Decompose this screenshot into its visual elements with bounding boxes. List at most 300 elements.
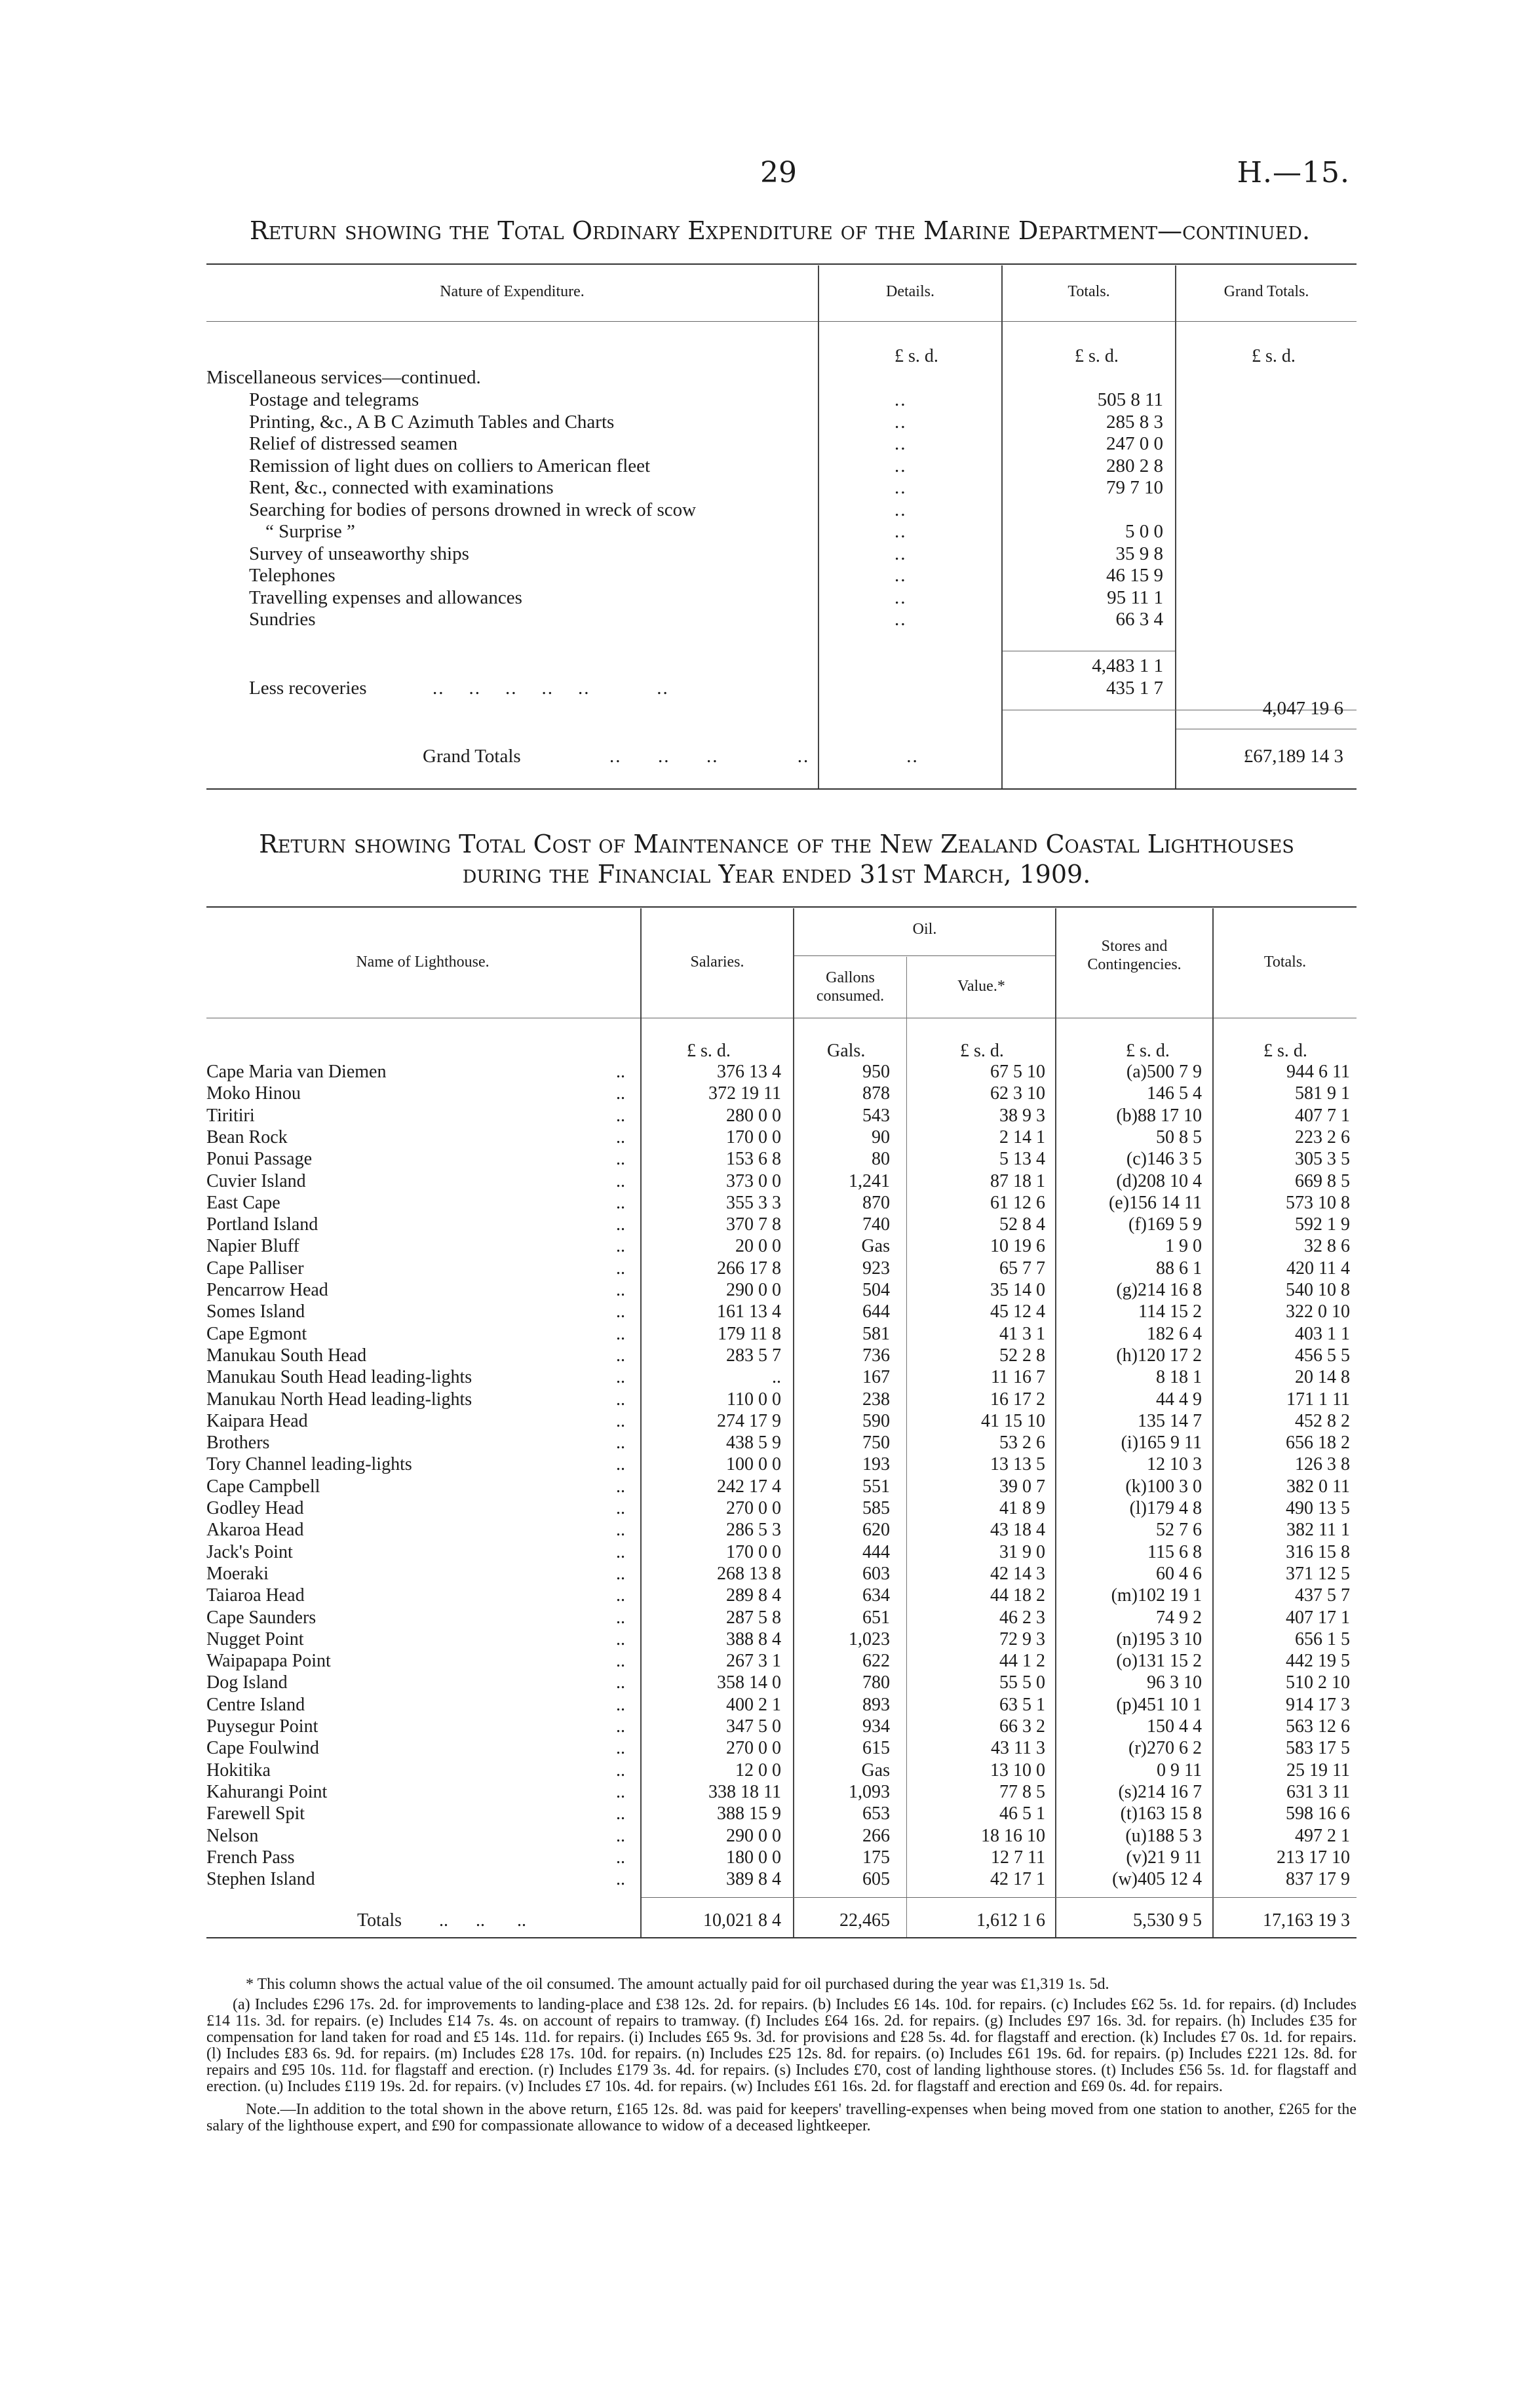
lighthouse-row xyxy=(0,1826,1540,1847)
value-cell: 61 12 6 xyxy=(990,1192,1045,1213)
dot-leader: .. xyxy=(616,1062,625,1082)
dot-leader: .. xyxy=(895,587,907,608)
value-cell: 41 3 1 xyxy=(999,1323,1045,1344)
row-label: Sundries xyxy=(249,609,316,630)
stores-cell: 1 9 0 xyxy=(1165,1236,1202,1257)
value-cell: 31 9 0 xyxy=(999,1541,1045,1562)
lighthouse-row xyxy=(0,1083,1540,1105)
value-cell: 5 13 4 xyxy=(999,1149,1045,1170)
lighthouse-row xyxy=(0,1411,1540,1433)
dot-leader: .. xyxy=(616,1563,625,1584)
lighthouse-row xyxy=(0,1542,1540,1564)
gallons-cell: Gas xyxy=(861,1760,890,1781)
total-cell: 171 1 11 xyxy=(1286,1389,1350,1410)
value-cell: 43 18 4 xyxy=(990,1520,1045,1541)
stores-cell: (m)102 19 1 xyxy=(1111,1585,1202,1606)
total-cell: 563 12 6 xyxy=(1286,1716,1350,1737)
dot-leader: .. xyxy=(616,1498,625,1518)
lighthouse-row xyxy=(0,1258,1540,1280)
table1-row xyxy=(0,412,1540,434)
dot-leader: .. xyxy=(616,1716,625,1737)
salary-cell: 372 19 11 xyxy=(708,1083,781,1104)
stores-cell: 60 4 6 xyxy=(1156,1563,1202,1584)
salary-cell: 283 5 7 xyxy=(726,1345,781,1366)
table1-row xyxy=(0,565,1540,587)
grand-label: Grand Totals xyxy=(423,746,521,767)
dot-leader: .. xyxy=(616,1803,625,1824)
salary-cell: 347 5 0 xyxy=(726,1716,781,1737)
lighthouse-row xyxy=(0,1629,1540,1651)
value-cell: 16 17 2 xyxy=(990,1389,1045,1410)
value-cell: 41 15 10 xyxy=(981,1410,1045,1431)
table2-totals-rule xyxy=(642,1897,1357,1898)
lighthouse-row xyxy=(0,1171,1540,1193)
lighthouse-name: Stephen Island xyxy=(206,1869,315,1890)
row-label: Rent, &c., connected with examinations xyxy=(249,477,554,498)
stores-cell: (o)131 15 2 xyxy=(1116,1651,1202,1672)
value-cell: 18 16 10 xyxy=(981,1825,1045,1846)
table1-row xyxy=(0,455,1540,478)
table1-header-details: Details. xyxy=(886,283,934,300)
salary-cell: 110 0 0 xyxy=(727,1389,781,1410)
lighthouse-name: Cape Campbell xyxy=(206,1476,320,1497)
dot-leader: .. xyxy=(616,1105,625,1126)
total-cell: 223 2 6 xyxy=(1295,1126,1350,1147)
gallons-cell: 238 xyxy=(862,1389,890,1410)
stores-cell: (k)100 3 0 xyxy=(1125,1476,1202,1497)
stores-cell: (l)179 4 8 xyxy=(1129,1498,1202,1518)
total-cell: 407 7 1 xyxy=(1295,1105,1350,1126)
lighthouse-name: Akaroa Head xyxy=(206,1520,304,1541)
dot-leader: .. xyxy=(616,1410,625,1431)
value-cell: 42 14 3 xyxy=(990,1563,1045,1584)
dot-leader: .. xyxy=(616,1694,625,1715)
table1-subtotal-row xyxy=(0,655,1540,678)
salary-cell: 153 6 8 xyxy=(726,1149,781,1170)
value-cell: 13 13 5 xyxy=(990,1454,1045,1475)
table1-row xyxy=(0,433,1540,455)
value-cell: 11 16 7 xyxy=(991,1367,1045,1388)
salary-cell: 358 14 0 xyxy=(717,1672,781,1693)
salary-cell: 438 5 9 xyxy=(726,1433,781,1454)
gallons-cell: 653 xyxy=(862,1803,890,1824)
total-cell: 497 2 1 xyxy=(1295,1825,1350,1846)
stores-cell: 74 9 2 xyxy=(1156,1607,1202,1628)
dot-leader: .. xyxy=(616,1149,625,1170)
lighthouse-name: Cape Saunders xyxy=(206,1607,317,1628)
lighthouse-row xyxy=(0,1345,1540,1367)
row-total: 5 0 0 xyxy=(1125,521,1163,542)
total-cell: 581 9 1 xyxy=(1295,1083,1350,1104)
table1-details-lsd: £ s. d. xyxy=(895,346,938,366)
row-total: 79 7 10 xyxy=(1106,477,1163,498)
gallons-cell: 167 xyxy=(862,1367,890,1388)
dot-leader: .. xyxy=(616,1781,625,1802)
dot-leader: .. xyxy=(616,1628,625,1649)
salary-cell: 373 0 0 xyxy=(726,1170,781,1191)
total-cell: 583 17 5 xyxy=(1286,1738,1350,1759)
gallons-cell: 1,241 xyxy=(849,1170,890,1191)
dot-leader: .. xyxy=(616,1607,625,1628)
gallons-cell: 750 xyxy=(862,1433,890,1454)
lighthouse-name: Tory Channel leading-lights xyxy=(206,1454,412,1475)
salary-cell: 286 5 3 xyxy=(726,1520,781,1541)
dot-leader: .. xyxy=(616,1214,625,1235)
table2-title-line2: during the Financial Year ended 31st March, 1909. xyxy=(462,860,1091,889)
value-cell: 12 7 11 xyxy=(991,1847,1045,1868)
stores-cell: 88 6 1 xyxy=(1156,1258,1202,1279)
row-label: Survey of unseaworthy ships xyxy=(249,543,469,564)
total-cell: 437 5 7 xyxy=(1295,1585,1350,1606)
grand-value: £67,189 14 3 xyxy=(1243,746,1343,767)
salary-cell: .. xyxy=(772,1367,781,1388)
lighthouse-name: Portland Island xyxy=(206,1214,318,1235)
stores-cell: (t)163 15 8 xyxy=(1120,1803,1202,1824)
value-cell: 44 18 2 xyxy=(990,1585,1045,1606)
row-total: 285 8 3 xyxy=(1106,411,1163,433)
lighthouse-name: Kahurangi Point xyxy=(206,1781,328,1802)
salary-cell: 161 13 4 xyxy=(717,1301,781,1322)
value-cell: 38 9 3 xyxy=(999,1105,1045,1126)
salary-cell: 270 0 0 xyxy=(726,1738,781,1759)
table2-header-name: Name of Lighthouse. xyxy=(356,953,490,971)
total-cell: 25 19 11 xyxy=(1286,1760,1350,1781)
lighthouse-name: Moko Hinou xyxy=(206,1083,301,1104)
row-label: Telephones xyxy=(249,565,336,586)
total-cell: 656 1 5 xyxy=(1295,1628,1350,1649)
salary-cell: 290 0 0 xyxy=(726,1280,781,1300)
footnote-star: * This column shows the actual value of the oil consumed. The amount actually paid for oil purchased during the year was £1,319 1s. 5d. xyxy=(246,1976,1109,1993)
dot-leader: .. xyxy=(616,1323,625,1344)
stores-cell: (p)451 10 1 xyxy=(1116,1694,1202,1715)
lighthouse-row xyxy=(0,1716,1540,1738)
lighthouse-name: Cape Maria van Diemen xyxy=(206,1062,387,1082)
table2-title-line1: Return showing Total Cost of Maintenance of the New Zealand Coastal Lighthouses xyxy=(259,830,1294,858)
lighthouse-name: Cape Egmont xyxy=(206,1323,307,1344)
lighthouse-row xyxy=(0,1498,1540,1520)
gallons-cell: 622 xyxy=(862,1651,890,1672)
total-cell: 510 2 10 xyxy=(1286,1672,1350,1693)
stores-cell: (v)21 9 11 xyxy=(1126,1847,1202,1868)
table1-grand-row xyxy=(0,746,1540,768)
stores-cell: 115 6 8 xyxy=(1147,1541,1202,1562)
stores-cell: 182 6 4 xyxy=(1147,1323,1202,1344)
gallons-cell: 590 xyxy=(862,1410,890,1431)
total-cell: 382 0 11 xyxy=(1286,1476,1350,1497)
total-cell: 456 5 5 xyxy=(1295,1345,1350,1366)
lighthouse-name: Hokitika xyxy=(206,1760,271,1781)
table1-bottom-rule xyxy=(206,788,1357,790)
lighthouse-name: Cape Palliser xyxy=(206,1258,304,1279)
total-cell: 914 17 3 xyxy=(1286,1694,1350,1715)
stores-cell: (n)195 3 10 xyxy=(1116,1628,1202,1649)
lighthouse-row xyxy=(0,1106,1540,1127)
table2-header-salaries: Salaries. xyxy=(690,953,744,971)
lighthouse-name: French Pass xyxy=(206,1847,295,1868)
row-total: 35 9 8 xyxy=(1115,543,1163,564)
salary-cell: 179 11 8 xyxy=(718,1323,781,1344)
row-label: Postage and telegrams xyxy=(249,389,419,410)
lighthouse-name: Dog Island xyxy=(206,1672,288,1693)
dot-leader: .. xyxy=(616,1585,625,1606)
page-number: 29 xyxy=(760,156,797,189)
stores-cell: 50 8 5 xyxy=(1156,1126,1202,1147)
value-cell: 87 18 1 xyxy=(990,1170,1045,1191)
salary-cell: 170 0 0 xyxy=(726,1541,781,1562)
dot-leader: .. xyxy=(616,1389,625,1410)
gallons-cell: 80 xyxy=(872,1149,890,1170)
salary-cell: 355 3 3 xyxy=(726,1192,781,1213)
row-label: Remission of light dues on colliers to American fleet xyxy=(249,455,651,476)
row-label: Printing, &c., A B C Azimuth Tables and Charts xyxy=(249,411,615,433)
table2-header-gallons: Gallons consumed. xyxy=(816,969,885,1005)
table2-value-units: £ s. d. xyxy=(960,1041,1004,1061)
stores-cell: 135 14 7 xyxy=(1138,1410,1202,1431)
lighthouse-row xyxy=(0,1651,1540,1672)
lighthouse-name: Nelson xyxy=(206,1825,259,1846)
lighthouse-row xyxy=(0,1433,1540,1454)
salary-cell: 338 18 11 xyxy=(708,1781,781,1802)
totals-stores: 5,530 9 5 xyxy=(1133,1910,1202,1931)
stores-cell: (b)88 17 10 xyxy=(1116,1105,1202,1126)
lighthouse-name: Godley Head xyxy=(206,1498,304,1518)
stores-cell: 44 4 9 xyxy=(1156,1389,1202,1410)
table2-oil-subrule xyxy=(794,955,1055,956)
salary-cell: 170 0 0 xyxy=(726,1126,781,1147)
value-cell: 13 10 0 xyxy=(990,1760,1045,1781)
lighthouse-name: Tiritiri xyxy=(206,1105,255,1126)
gallons-cell: 780 xyxy=(862,1672,890,1693)
value-cell: 53 2 6 xyxy=(999,1433,1045,1454)
lighthouse-name: Moeraki xyxy=(206,1563,269,1584)
table1-header-rule xyxy=(206,321,1357,322)
table2-header-totals: Totals. xyxy=(1263,953,1307,971)
dot-leader: .. xyxy=(616,1192,625,1213)
stores-cell: 146 5 4 xyxy=(1147,1083,1202,1104)
total-cell: 573 10 8 xyxy=(1286,1192,1350,1213)
value-cell: 2 14 1 xyxy=(999,1126,1045,1147)
lighthouse-row xyxy=(0,1738,1540,1760)
table1-header-nature: Nature of Expenditure. xyxy=(440,283,585,300)
dot-leader: .. .. .. .. .. .. xyxy=(433,678,669,699)
total-cell: 944 6 11 xyxy=(1286,1062,1350,1082)
lighthouse-name: Cuvier Island xyxy=(206,1170,306,1191)
gallons-cell: 870 xyxy=(862,1192,890,1213)
lighthouse-name: Cape Foulwind xyxy=(206,1738,319,1759)
row-label: Searching for bodies of persons drowned in wreck of scow xyxy=(249,499,697,520)
table1-section-heading xyxy=(0,367,1540,389)
lighthouse-row xyxy=(0,1389,1540,1411)
table2-totals-units: £ s. d. xyxy=(1263,1041,1307,1061)
total-cell: 420 11 4 xyxy=(1286,1258,1350,1279)
total-cell: 316 15 8 xyxy=(1286,1541,1350,1562)
value-cell: 46 5 1 xyxy=(999,1803,1045,1824)
stores-cell: 8 18 1 xyxy=(1156,1367,1202,1388)
total-cell: 631 3 11 xyxy=(1286,1781,1350,1802)
salary-cell: 290 0 0 xyxy=(726,1825,781,1846)
value-cell: 46 2 3 xyxy=(999,1607,1045,1628)
salary-cell: 266 17 8 xyxy=(717,1258,781,1279)
salary-cell: 287 5 8 xyxy=(726,1607,781,1628)
lighthouse-row xyxy=(0,1062,1540,1083)
lighthouse-row xyxy=(0,1236,1540,1258)
table2-header-stores: Stores and Contingencies. xyxy=(1087,938,1182,973)
value-cell: 62 3 10 xyxy=(990,1083,1045,1104)
dot-leader: .. xyxy=(616,1126,625,1147)
lighthouse-row xyxy=(0,1149,1540,1170)
lighthouse-name: Ponui Passage xyxy=(206,1149,312,1170)
dot-leader: .. xyxy=(616,1541,625,1562)
total-cell: 452 8 2 xyxy=(1295,1410,1350,1431)
lighthouse-row xyxy=(0,1847,1540,1869)
lighthouse-name: Manukau South Head xyxy=(206,1345,367,1366)
lighthouse-row xyxy=(0,1760,1540,1782)
row-total: 247 0 0 xyxy=(1106,433,1163,454)
document-code: H.—15. xyxy=(1237,156,1350,189)
total-cell: 442 19 5 xyxy=(1286,1651,1350,1672)
dot-leader: .. xyxy=(616,1651,625,1672)
gallons-cell: Gas xyxy=(861,1236,890,1257)
footnote-lettered: (a) Includes £296 17s. 2d. for improvements to landing-place and £38 12s. 2d. for repairs. (b) Includes £6 14s. 10d. for repairs. (c) Includes £62 5s. 1d. for repairs. (d) Includes £14 11s. 3d. for repairs. (e) Includes £14 7s. 4s. on account of repairs to tramway. (f) Includes £64 16s. 2d. for repairs. (g) Includes £97 16s. 3d. for repairs. (h) Includes £35 for compensation for land taken for road and £5 14s. 11d. for repairs. (i) Includes £65 9s. 3d. for provisions and £28 5s. 4d. for flagstaff and erection. (k) Includes £7 0s. 1d. for repairs. (l) Includes £83 6s. 9d. for repairs. (m) Includes £28 17s. 10d. for repairs. (n) Includes £25 12s. 8d. for repairs. (o) Includes £61 19s. 6d. for repairs. (p) Includes £221 12s. 8d. for repairs and £95 10s. 11d. for flagstaff and erection. (r) Includes £179 3s. 4d. for repairs. (s) Includes £70, cost of landing lighthouse stores. (t) Includes £56 5s. 1d. for flagstaff and erection. (u) Includes £119 19s. 2d. for repairs. (v) Includes £7 10s. 4d. for repairs. (w) Includes £61 16s. 2d. for flagstaff and erection and £69 0s. 4d. for repairs. xyxy=(206,1996,1357,2095)
dot-leader: .. xyxy=(895,389,907,410)
gallons-cell: 644 xyxy=(862,1301,890,1322)
stores-cell: (h)120 17 2 xyxy=(1116,1345,1202,1366)
stores-cell: (c)146 3 5 xyxy=(1126,1149,1202,1170)
table1-row xyxy=(0,587,1540,609)
lighthouse-row xyxy=(0,1608,1540,1629)
row-total: 95 11 1 xyxy=(1107,587,1163,608)
stores-cell: (i)165 9 11 xyxy=(1121,1433,1202,1454)
dot-leader: .. xyxy=(895,521,907,542)
lighthouse-row xyxy=(0,1454,1540,1476)
stores-cell: (e)156 14 11 xyxy=(1108,1192,1202,1213)
gallons-cell: 923 xyxy=(862,1258,890,1279)
total-cell: 382 11 1 xyxy=(1286,1520,1350,1541)
value-cell: 10 19 6 xyxy=(990,1236,1045,1257)
gallons-cell: 90 xyxy=(872,1126,890,1147)
lighthouse-row xyxy=(0,1367,1540,1389)
value-cell: 41 8 9 xyxy=(999,1498,1045,1518)
dot-leader: .. xyxy=(616,1738,625,1759)
gallons-cell: 615 xyxy=(862,1738,890,1759)
stores-cell: (s)214 16 7 xyxy=(1118,1781,1202,1802)
table1-top-rule xyxy=(206,263,1357,265)
gallons-cell: 543 xyxy=(862,1105,890,1126)
gallons-cell: 1,093 xyxy=(849,1781,890,1802)
gallons-cell: 634 xyxy=(862,1585,890,1606)
lighthouse-row xyxy=(0,1672,1540,1694)
salary-cell: 370 7 8 xyxy=(726,1214,781,1235)
stores-cell: 150 4 4 xyxy=(1147,1716,1202,1737)
dot-leader: .. xyxy=(895,565,907,586)
stores-cell: (g)214 16 8 xyxy=(1116,1280,1202,1300)
table2-totals-row xyxy=(0,1910,1540,1932)
lighthouse-row xyxy=(0,1564,1540,1585)
lighthouse-name: Waipapapa Point xyxy=(206,1651,331,1672)
dot-leader: .. xyxy=(616,1476,625,1497)
gallons-cell: 934 xyxy=(862,1716,890,1737)
value-cell: 65 7 7 xyxy=(999,1258,1045,1279)
lighthouse-row xyxy=(0,1324,1540,1345)
dot-leader: .. xyxy=(616,1367,625,1388)
gallons-cell: 581 xyxy=(862,1323,890,1344)
table1-header-totals: Totals. xyxy=(1068,283,1110,300)
table1-row xyxy=(0,609,1540,631)
dot-leader: .. xyxy=(895,477,907,498)
row-label: Travelling expenses and allowances xyxy=(249,587,522,608)
dot-leader: .. xyxy=(895,609,907,630)
gallons-cell: 878 xyxy=(862,1083,890,1104)
subtotal-value: 4,483 1 1 xyxy=(1092,655,1163,676)
table1-less-row xyxy=(0,678,1540,700)
total-cell: 669 8 5 xyxy=(1295,1170,1350,1191)
total-cell: 403 1 1 xyxy=(1295,1323,1350,1344)
salary-cell: 20 0 0 xyxy=(735,1236,781,1257)
dot-leader: .. xyxy=(895,433,907,454)
dot-leader: .. .. .. .. .. xyxy=(609,746,919,767)
lighthouse-row xyxy=(0,1280,1540,1301)
dot-leader: .. xyxy=(616,1301,625,1322)
gallons-cell: 551 xyxy=(862,1476,890,1497)
table1-net-row xyxy=(0,698,1540,720)
table1-row xyxy=(0,389,1540,412)
gallons-cell: 585 xyxy=(862,1498,890,1518)
salary-cell: 180 0 0 xyxy=(726,1847,781,1868)
value-cell: 52 8 4 xyxy=(999,1214,1045,1235)
gallons-cell: 651 xyxy=(862,1607,890,1628)
lighthouse-name: Bean Rock xyxy=(206,1126,288,1147)
lighthouse-name: Manukau South Head leading-lights xyxy=(206,1367,472,1388)
salary-cell: 400 2 1 xyxy=(726,1694,781,1715)
salary-cell: 100 0 0 xyxy=(726,1454,781,1475)
gallons-cell: 444 xyxy=(862,1541,890,1562)
dot-leader: .. xyxy=(616,1825,625,1846)
lighthouse-name: Centre Island xyxy=(206,1694,305,1715)
lighthouse-row xyxy=(0,1214,1540,1236)
table1-totals-lsd: £ s. d. xyxy=(1075,346,1119,366)
value-cell: 42 17 1 xyxy=(990,1869,1045,1890)
row-total: 46 15 9 xyxy=(1106,565,1163,586)
lighthouse-row xyxy=(0,1520,1540,1541)
stores-cell: (u)188 5 3 xyxy=(1125,1825,1202,1846)
salary-cell: 388 15 9 xyxy=(717,1803,781,1824)
salary-cell: 389 8 4 xyxy=(726,1869,781,1890)
value-cell: 67 5 10 xyxy=(990,1062,1045,1082)
total-cell: 407 17 1 xyxy=(1286,1607,1350,1628)
table1-row xyxy=(0,543,1540,566)
total-cell: 20 14 8 xyxy=(1295,1367,1350,1388)
salary-cell: 12 0 0 xyxy=(735,1760,781,1781)
value-cell: 39 0 7 xyxy=(999,1476,1045,1497)
row-label: Relief of distressed seamen xyxy=(249,433,458,454)
total-cell: 656 18 2 xyxy=(1286,1433,1350,1454)
dot-leader: .. xyxy=(616,1345,625,1366)
lighthouse-row xyxy=(0,1803,1540,1825)
lighthouse-row xyxy=(0,1127,1540,1149)
lighthouse-row xyxy=(0,1301,1540,1323)
lighthouse-name: Puysegur Point xyxy=(206,1716,318,1737)
totals-label: Totals xyxy=(357,1910,402,1931)
less-value: 435 1 7 xyxy=(1106,678,1163,699)
stores-cell: 0 9 11 xyxy=(1157,1760,1202,1781)
footnotes xyxy=(206,1976,1357,2138)
table2-gallons-units: Gals. xyxy=(827,1041,866,1061)
lighthouse-name: Brothers xyxy=(206,1433,270,1454)
stores-cell: (d)208 10 4 xyxy=(1116,1170,1202,1191)
stores-cell: 52 7 6 xyxy=(1156,1520,1202,1541)
stores-cell: (f)169 5 9 xyxy=(1128,1214,1202,1235)
total-cell: 32 8 6 xyxy=(1304,1236,1350,1257)
